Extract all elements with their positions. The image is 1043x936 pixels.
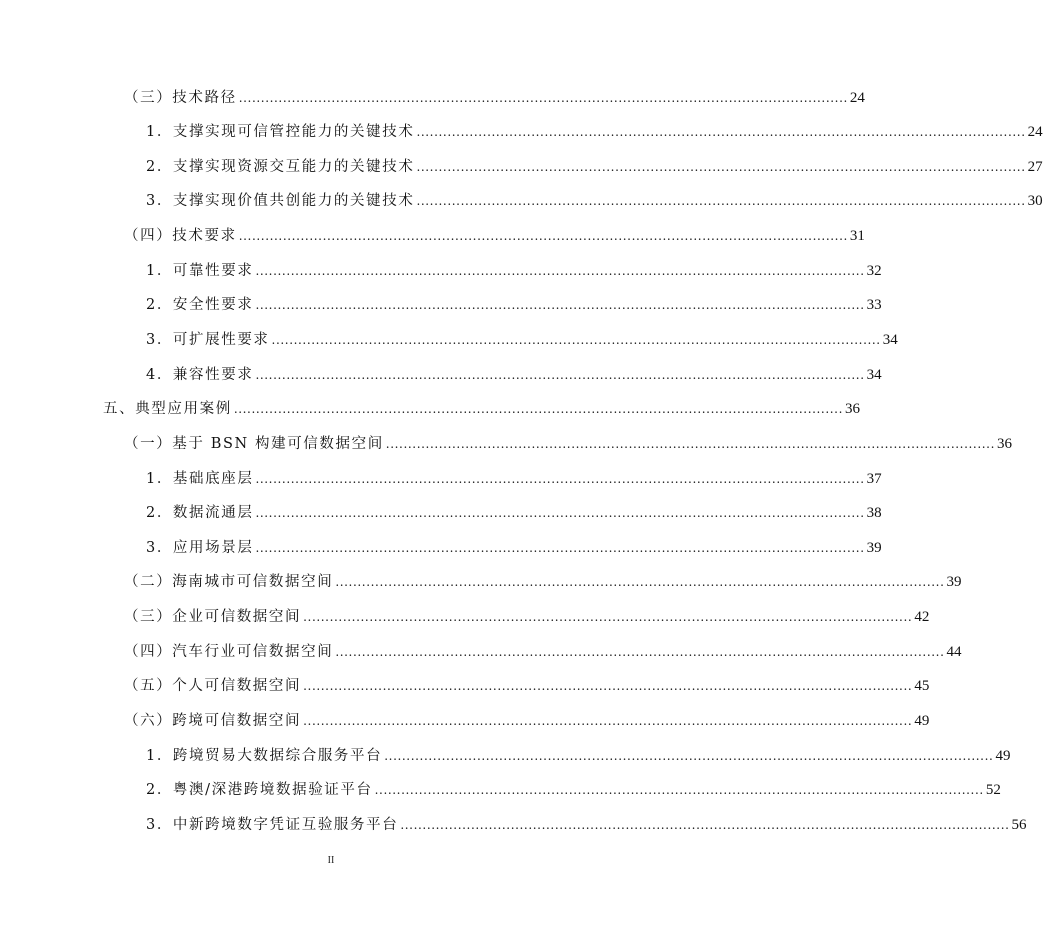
toc-leader-dots: .......................................................................................................................................... <box>255 298 865 312</box>
toc-entry-title: 4．兼容性要求 <box>146 367 254 383</box>
toc-leader-dots: .......................................................................................................................................... <box>400 818 1010 832</box>
toc-entry-page: 39 <box>946 574 962 590</box>
toc-entry-title: 2．支撑实现资源交互能力的关键技术 <box>146 159 415 175</box>
toc-entry-page: 37 <box>866 471 882 487</box>
toc-entry-page: 36 <box>845 401 861 417</box>
toc-entry-page: 34 <box>882 332 898 348</box>
toc-leader-dots: .......................................................................................................................................... <box>255 264 865 278</box>
toc-entry-title: 2．安全性要求 <box>146 297 254 313</box>
toc-entry-page: 27 <box>1027 159 1043 175</box>
toc-leader-dots: .......................................................................................................................................... <box>255 541 865 555</box>
toc-entry-page: 49 <box>995 748 1011 764</box>
toc-entry-title: 3．应用场景层 <box>146 540 254 556</box>
toc-entry[interactable] <box>146 328 898 352</box>
toc-entry[interactable] <box>146 744 1011 768</box>
toc-entry[interactable] <box>146 259 882 283</box>
toc-entry-title: （五）个人可信数据空间 <box>124 678 302 694</box>
toc-leader-dots: .......................................................................................................................................... <box>335 645 945 659</box>
toc-leader-dots: .......................................................................................................................................... <box>416 160 1026 174</box>
toc-entry[interactable] <box>124 674 930 698</box>
toc-entry[interactable] <box>146 293 882 317</box>
toc-entry-page: 52 <box>985 782 1001 798</box>
toc-leader-dots: .......................................................................................................................................... <box>303 714 913 728</box>
toc-leader-dots: .......................................................................................................................................... <box>416 194 1026 208</box>
toc-entry-page: 56 <box>1011 817 1027 833</box>
toc-entry-page: 42 <box>914 609 930 625</box>
toc-entry-title: （四）技术要求 <box>124 228 237 244</box>
toc-entry-title: （二）海南城市可信数据空间 <box>124 574 334 590</box>
toc-entry-page: 36 <box>997 436 1012 452</box>
toc-entry[interactable] <box>146 467 882 491</box>
toc-entry[interactable] <box>124 432 1012 456</box>
toc-entry-page: 32 <box>866 263 882 279</box>
toc-entry[interactable] <box>146 778 1001 802</box>
toc-entry[interactable] <box>146 363 882 387</box>
toc-entry-page: 38 <box>866 505 882 521</box>
toc-entry[interactable] <box>124 640 962 664</box>
toc-entry[interactable] <box>103 397 861 421</box>
toc-entry-page: 39 <box>866 540 882 556</box>
toc-entry-page: 44 <box>946 644 962 660</box>
toc-entry[interactable] <box>124 224 865 248</box>
toc-entry-title: （三）技术路径 <box>124 90 237 106</box>
toc-entry-title: （三）企业可信数据空间 <box>124 609 302 625</box>
toc-entry[interactable] <box>146 536 882 560</box>
toc-leader-dots: .......................................................................................................................................... <box>303 679 913 693</box>
toc-entry[interactable] <box>124 605 930 629</box>
toc-entry[interactable] <box>146 501 882 525</box>
toc-leader-dots: .......................................................................................................................................... <box>255 506 865 520</box>
toc-entry-page: 31 <box>849 228 865 244</box>
toc-entry-title: （六）跨境可信数据空间 <box>124 713 302 729</box>
toc-leader-dots: .......................................................................................................................................... <box>374 783 984 797</box>
toc-leader-dots: .......................................................................................................................................... <box>303 610 913 624</box>
toc-leader-dots: .......................................................................................................................................... <box>233 402 844 416</box>
toc-entry-title: 1．跨境贸易大数据综合服务平台 <box>146 748 383 764</box>
toc-entry-page: 24 <box>849 90 865 106</box>
toc-entry-page: 45 <box>914 678 930 694</box>
toc-entry[interactable] <box>146 189 1043 213</box>
toc-entry-title: 1．基础底座层 <box>146 471 254 487</box>
toc-entry-title: 3．中新跨境数字凭证互验服务平台 <box>146 817 399 833</box>
toc-entry-title: 2．数据流通层 <box>146 505 254 521</box>
toc-entry[interactable] <box>146 155 1043 179</box>
toc-entry[interactable] <box>124 570 962 594</box>
toc-leader-dots: .......................................................................................................................................... <box>271 333 881 347</box>
toc-entry-title: 1．可靠性要求 <box>146 263 254 279</box>
toc-leader-dots: .......................................................................................................................................... <box>238 229 848 243</box>
toc-entry-page: 34 <box>866 367 882 383</box>
toc-entry-title: 1．支撑实现可信管控能力的关键技术 <box>146 124 415 140</box>
toc-entry[interactable] <box>124 86 865 110</box>
toc-entry-title: 五、典型应用案例 <box>103 401 232 417</box>
toc-entry-page: 33 <box>866 297 882 313</box>
toc-entry-page: 49 <box>914 713 930 729</box>
toc-entry[interactable] <box>146 813 1027 837</box>
toc-entry-title: （四）汽车行业可信数据空间 <box>124 644 334 660</box>
toc-leader-dots: .......................................................................................................................................... <box>255 472 865 486</box>
toc-entry[interactable] <box>124 709 930 733</box>
toc-leader-dots: .......................................................................................................................................... <box>335 575 945 589</box>
toc-entry-page: 30 <box>1027 193 1043 209</box>
toc-entry-title: 3．可扩展性要求 <box>146 332 270 348</box>
toc-leader-dots: .......................................................................................................................................... <box>238 91 848 105</box>
toc-entry-title: （一）基于 BSN 构建可信数据空间 <box>124 436 384 452</box>
toc-leader-dots: .......................................................................................................................................... <box>416 125 1026 139</box>
page-number: II <box>327 855 335 866</box>
toc-entry-title: 2．粤澳/深港跨境数据验证平台 <box>146 782 373 798</box>
toc-entry-title: 3．支撑实现价值共创能力的关键技术 <box>146 193 415 209</box>
toc-leader-dots: .......................................................................................................................................... <box>385 437 995 451</box>
toc-entry[interactable] <box>146 120 1043 144</box>
toc-leader-dots: .......................................................................................................................................... <box>384 749 994 763</box>
toc-leader-dots: .......................................................................................................................................... <box>255 368 865 382</box>
toc-entry-page: 24 <box>1027 124 1043 140</box>
